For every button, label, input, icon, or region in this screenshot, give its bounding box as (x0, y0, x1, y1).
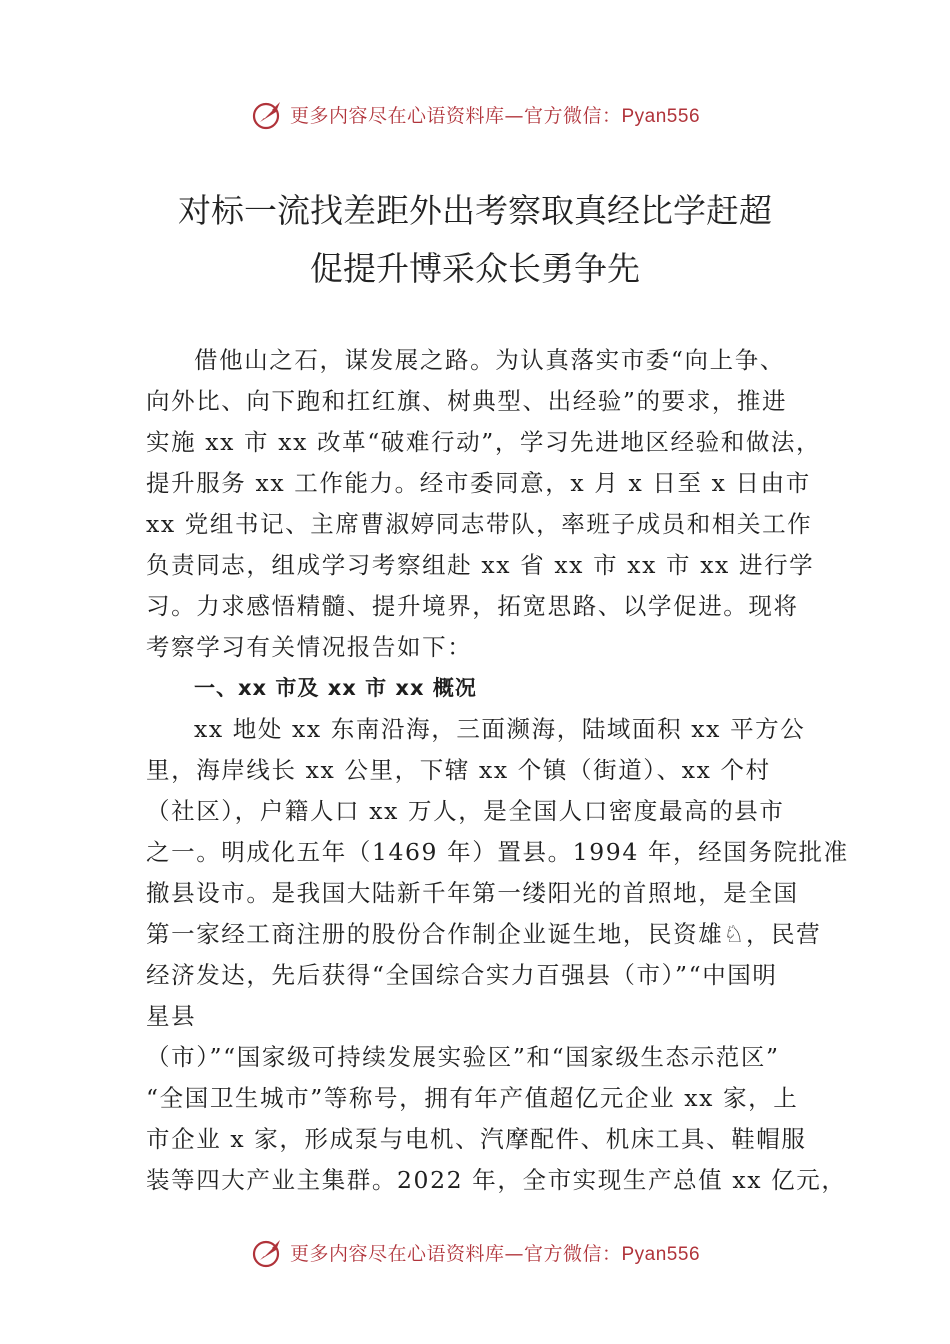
paragraph-line: xx 地处 xx 东南沿海，三面濒海，陆域面积 xx 平方公 (194, 715, 806, 743)
watermark-handle: Pyan556 (621, 1243, 701, 1265)
paragraph-line: 实施 xx 市 xx 改革“破难行动”，学习先进地区经验和做法， (146, 428, 822, 456)
paragraph-line: 装等四大产业主集群。2022 年，全市实现生产总值 xx 亿元， (146, 1166, 847, 1194)
quill-logo-icon (250, 96, 286, 132)
watermark-text: 更多内容尽在心语资料库—官方微信：Pyan556 (289, 104, 701, 127)
paragraph-line: 经济发达，先后获得“全国综合实力百强县（市）”“中国明 (146, 961, 778, 989)
paragraph-line: 习。力求感悟精髓、提升境界，拓宽思路、以学促进。现将 (146, 592, 799, 620)
title-line-2: 促提升博采众长勇争先 (310, 249, 640, 288)
document-body (146, 340, 849, 1201)
section-heading: 一、xx 市及 xx 市 xx 概况 (194, 676, 477, 700)
paragraph-line: 第一家经工商注册的股份合作制企业诞生地，民资雄♘，民营 (146, 920, 822, 948)
paragraph-line: 之一。明成化五年（1469 年）置县。1994 年，经国务院批准 (146, 838, 849, 866)
paragraph-line: （市）”“国家级可持续发展实验区”和“国家级生态示范区” (146, 1043, 780, 1071)
paragraph-line: 撤县设市。是我国大陆新千年第一缕阳光的首照地，是全国 (146, 879, 799, 907)
paragraph-line: 提升服务 xx 工作能力。经市委同意，x 月 x 日至 x 日由市 (146, 469, 811, 497)
paragraph-line: 借他山之石，谋发展之路。为认真落实市委“向上争、 (194, 346, 785, 374)
footer-watermark (0, 1232, 950, 1272)
document-title (0, 182, 950, 298)
header-watermark (0, 94, 950, 134)
quill-logo-icon (250, 1234, 286, 1270)
paragraph-line: 里，海岸线长 xx 公里，下辖 xx 个镇（街道）、xx 个村 (146, 756, 771, 784)
paragraph-line: 向外比、向下跑和扛红旗、树典型、出经验”的要求，推进 (146, 387, 788, 415)
paragraph-line: “全国卫生城市”等称号，拥有年产值超亿元企业 xx 家，上 (146, 1084, 799, 1112)
paragraph-line: 考察学习有关情况报告如下： (146, 633, 473, 661)
title-line-1: 对标一流找差距外出考察取真经比学赶超 (178, 191, 772, 230)
paragraph-line: 负责同志，组成学习考察组赴 xx 省 xx 市 xx 市 xx 进行学 (146, 551, 815, 579)
watermark-handle: Pyan556 (621, 105, 701, 127)
paragraph-line: 星县 (146, 1002, 197, 1030)
paragraph-line: （社区），户籍人口 xx 万人，是全国人口密度最高的县市 (146, 797, 785, 825)
watermark-text: 更多内容尽在心语资料库—官方微信：Pyan556 (289, 1242, 701, 1265)
paragraph-line: xx 党组书记、主席曹淑婷同志带队，率班子成员和相关工作 (146, 510, 813, 538)
paragraph-line: 市企业 x 家，形成泵与电机、汽摩配件、机床工具、鞋帽服 (146, 1125, 807, 1153)
